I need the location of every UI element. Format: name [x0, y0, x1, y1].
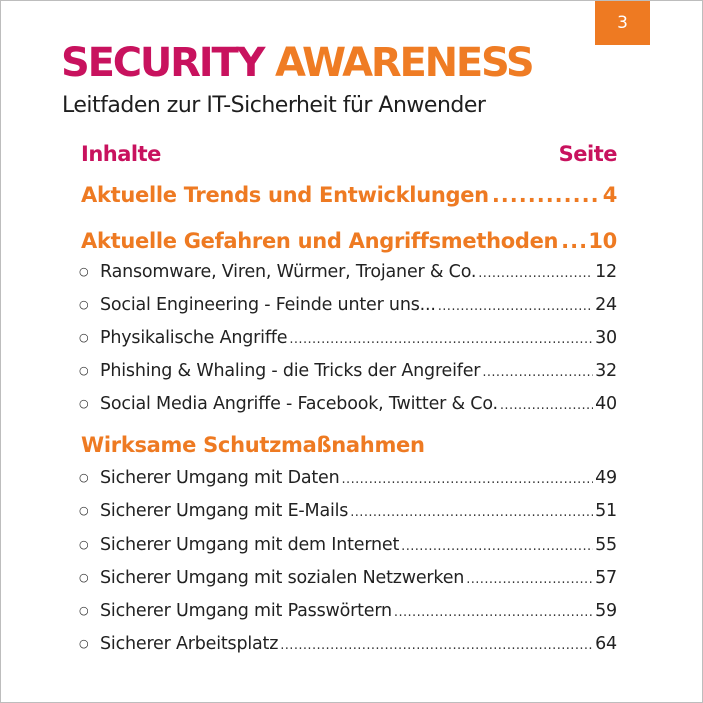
- page-title: [61, 39, 532, 87]
- toc-item[interactable]: [79, 262, 617, 282]
- hollow-circle-bullet-icon: ○: [79, 331, 89, 344]
- toc-item-page: 64: [595, 634, 617, 654]
- toc-item-page: 55: [595, 535, 617, 555]
- title-awareness: AWARENESS: [275, 40, 533, 86]
- hollow-circle-bullet-icon: ○: [79, 265, 89, 278]
- toc-item[interactable]: [79, 501, 617, 521]
- hollow-circle-bullet-icon: ○: [79, 571, 89, 584]
- toc-item[interactable]: [79, 394, 617, 414]
- toc-item[interactable]: [79, 468, 617, 488]
- toc-header: [81, 139, 617, 169]
- dot-leader: [438, 299, 593, 314]
- dot-leader: [342, 472, 594, 487]
- toc-item-label: Sicherer Umgang mit E-Mails: [100, 501, 349, 521]
- toc-item[interactable]: [79, 295, 617, 315]
- toc-section-measures[interactable]: Wirksame Schutzmaßnahmen: [81, 433, 425, 457]
- toc-item[interactable]: [79, 535, 617, 555]
- toc-item-label: Ransomware, Viren, Würmer, Trojaner & Co.: [100, 262, 477, 282]
- dot-leader: [492, 183, 600, 207]
- toc-section-page: 4: [602, 183, 617, 207]
- toc-section-label: Aktuelle Gefahren und Angriffsmethoden: [81, 229, 559, 253]
- hollow-circle-bullet-icon: ○: [79, 471, 89, 484]
- toc-item-page: 12: [595, 262, 617, 282]
- hollow-circle-bullet-icon: ○: [79, 637, 89, 650]
- page-number-badge: 3: [595, 1, 650, 45]
- toc-item[interactable]: [79, 568, 617, 588]
- dot-leader: [478, 266, 593, 281]
- toc-header-contents: Inhalte: [81, 142, 161, 166]
- toc-item-label: Physikalische Angriffe: [100, 328, 288, 348]
- toc-item-page: 49: [595, 468, 617, 488]
- toc-item-label: Social Engineering - Feinde unter uns...: [100, 295, 436, 315]
- toc-item-label: Sicherer Umgang mit Passwörtern: [100, 601, 392, 621]
- toc-section-page: 10: [588, 229, 617, 253]
- toc-item[interactable]: [79, 361, 617, 381]
- toc-item-label: Sicherer Umgang mit dem Internet: [100, 535, 400, 555]
- toc-item-page: 51: [595, 501, 617, 521]
- toc-item-page: 32: [595, 361, 617, 381]
- toc-header-page: Seite: [558, 142, 617, 166]
- toc-item[interactable]: [79, 601, 617, 621]
- hollow-circle-bullet-icon: ○: [79, 397, 89, 410]
- toc-item-label: Sicherer Arbeitsplatz: [100, 634, 279, 654]
- toc-item-label: Phishing & Whaling - die Tricks der Angreifer: [100, 361, 481, 381]
- title-security: SECURITY: [61, 40, 264, 86]
- dot-leader: [466, 572, 593, 587]
- toc-section-label: Aktuelle Trends und Entwicklungen: [81, 183, 489, 207]
- dot-leader: [401, 539, 593, 554]
- toc-item-page: 40: [595, 394, 617, 414]
- hollow-circle-bullet-icon: ○: [79, 504, 89, 517]
- dot-leader: [500, 398, 593, 413]
- hollow-circle-bullet-icon: ○: [79, 538, 89, 551]
- toc-item-label: Sicherer Umgang mit sozialen Netzwerken: [100, 568, 465, 588]
- dot-leader: [289, 332, 593, 347]
- hollow-circle-bullet-icon: ○: [79, 364, 89, 377]
- toc-item[interactable]: [79, 328, 617, 348]
- toc-section-trends[interactable]: [81, 183, 617, 207]
- toc-item-page: 30: [595, 328, 617, 348]
- toc-item-page: 24: [595, 295, 617, 315]
- toc-item-label: Sicherer Umgang mit Daten: [100, 468, 340, 488]
- hollow-circle-bullet-icon: ○: [79, 298, 89, 311]
- dot-leader: [482, 365, 593, 380]
- toc-item[interactable]: [79, 634, 617, 654]
- dot-leader: [561, 229, 585, 253]
- dot-leader: [350, 505, 593, 520]
- toc-item-page: 59: [595, 601, 617, 621]
- dot-leader: [280, 638, 593, 653]
- subtitle: Leitfaden zur IT-Sicherheit für Anwender: [62, 93, 486, 118]
- dot-leader: [394, 605, 593, 620]
- hollow-circle-bullet-icon: ○: [79, 604, 89, 617]
- toc-section-threats[interactable]: [81, 229, 617, 253]
- toc-item-page: 57: [595, 568, 617, 588]
- toc-item-label: Social Media Angriffe - Facebook, Twitter & Co.: [100, 394, 498, 414]
